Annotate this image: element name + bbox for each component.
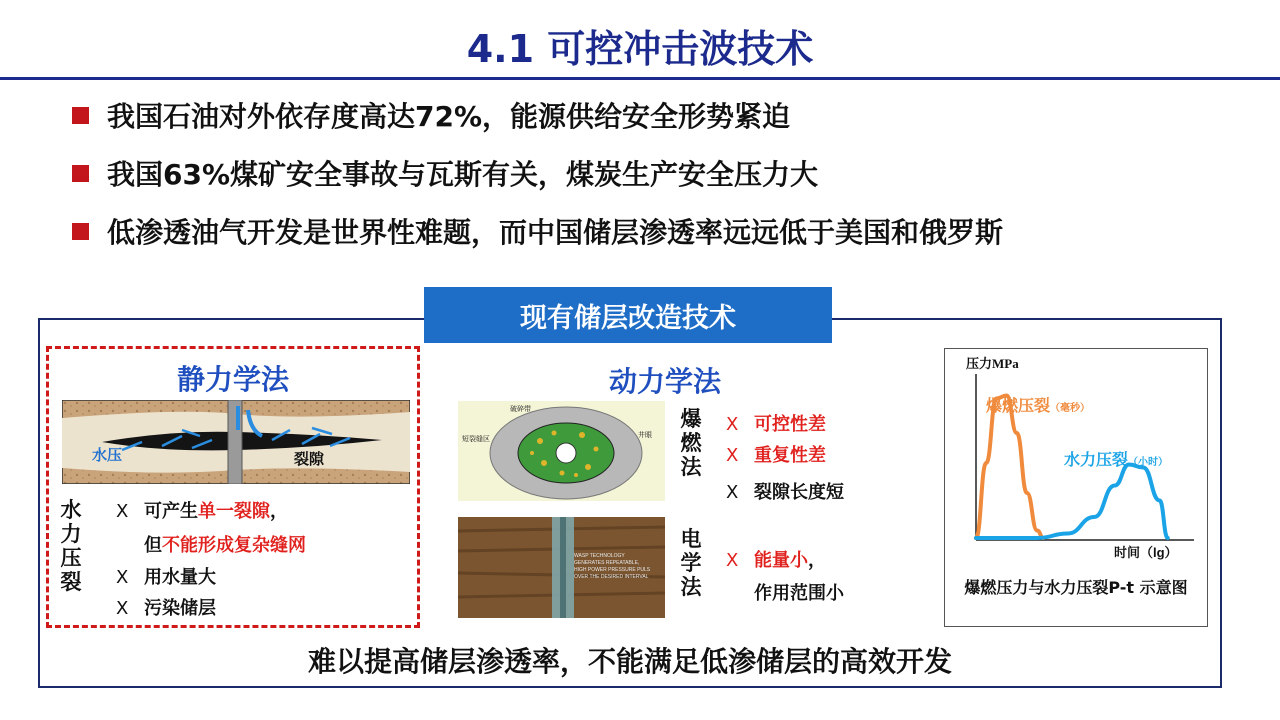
electric-method-label: 电 学 法 [680,527,702,599]
explosive-drawback-item: X 裂隙长度短 [726,482,844,503]
explosive-fracture-image [458,401,665,501]
x-mark-icon: X [726,414,739,435]
static-method-title: 静力学法 [176,363,289,396]
y-axis-label: 压力MPa [966,356,1019,371]
x-mark-icon: X [116,501,129,522]
water-pressure-label: 水压 [92,447,123,464]
bullet-list [72,96,1003,270]
bullet-item [72,212,1003,250]
conclusion-text: 难以提高储层渗透率，不能满足低渗储层的高效开发 [307,645,952,678]
x-mark-icon: X [116,598,129,619]
fracture-label: 裂隙 [294,451,325,468]
explosive-drawback-item: X 可控性差 [726,414,826,435]
crush-zone-label: 破碎带 [510,406,531,413]
x-mark-icon: X [726,550,739,571]
static-drawback-item: X 污染储层 [116,598,216,619]
series-line-hydraulic [976,465,1168,539]
bullet-text: 低渗透油气开发是世界性难题，而中国储层渗透率远远低于美国和俄罗斯 [107,216,1004,249]
pulse-caption-line: WASP TECHNOLOGY [574,553,625,559]
static-drawback-item: 但不能形成复杂缝网 [144,535,306,556]
pulse-caption-line: GENERATES REPEATABLE, [574,560,640,566]
x-axis-label: 时间（lg） [1114,545,1178,560]
wellbore-label: 井眼 [638,432,652,439]
electric-pulse-image [458,517,665,618]
pressure-time-chart [944,348,1208,578]
hydraulic-fracture-illustration [62,400,410,484]
x-mark-icon: X [116,567,129,588]
explosive-drawback-item: X 重复性差 [726,445,826,466]
bullet-square-icon [72,107,89,124]
static-drawback-item: X 用水量大 [116,567,216,588]
pulse-caption-line: OVER THE DESIRED INTERVAL [574,574,649,580]
dynamic-method-title: 动力学法 [608,365,721,398]
short-fracture-label: 短裂缝区 [462,436,490,443]
x-mark-icon: X [726,482,739,503]
bullet-square-icon [72,223,89,240]
static-drawback-item: X 可产生单一裂隙， [116,501,288,522]
bullet-item [72,96,1003,134]
bullet-square-icon [72,165,89,182]
title-divider [0,77,1280,80]
pulse-caption-line: HIGH POWER PRESSURE PULS [574,567,651,573]
bullet-item [72,154,1003,192]
hydraulic-fracturing-label: 水 力 压 裂 [60,498,82,594]
page-title: 4.1 可控冲击波技术 [466,27,814,71]
explosive-method-label: 爆 燃 法 [680,407,702,479]
bullet-text: 我国63%煤矿安全事故与瓦斯有关，煤炭生产安全压力大 [107,158,819,191]
bullet-text: 我国石油对外依存度高达72%，能源供给安全形势紧迫 [107,100,791,133]
series-label-deflagration: 爆燃压裂（毫秒） [986,398,1091,415]
panel-banner: 现有储层改造技术 [424,287,832,343]
chart-caption: 爆燃压力与水力压裂P-t 示意图 [964,578,1188,597]
electric-drawback-item: X 能量小， [726,550,826,571]
x-mark-icon: X [726,445,739,466]
series-label-hydraulic: 水力压裂（小时） [1064,452,1169,469]
series-line-deflagration [976,396,1043,539]
electric-drawback-item: 作用范围小 [754,583,844,604]
